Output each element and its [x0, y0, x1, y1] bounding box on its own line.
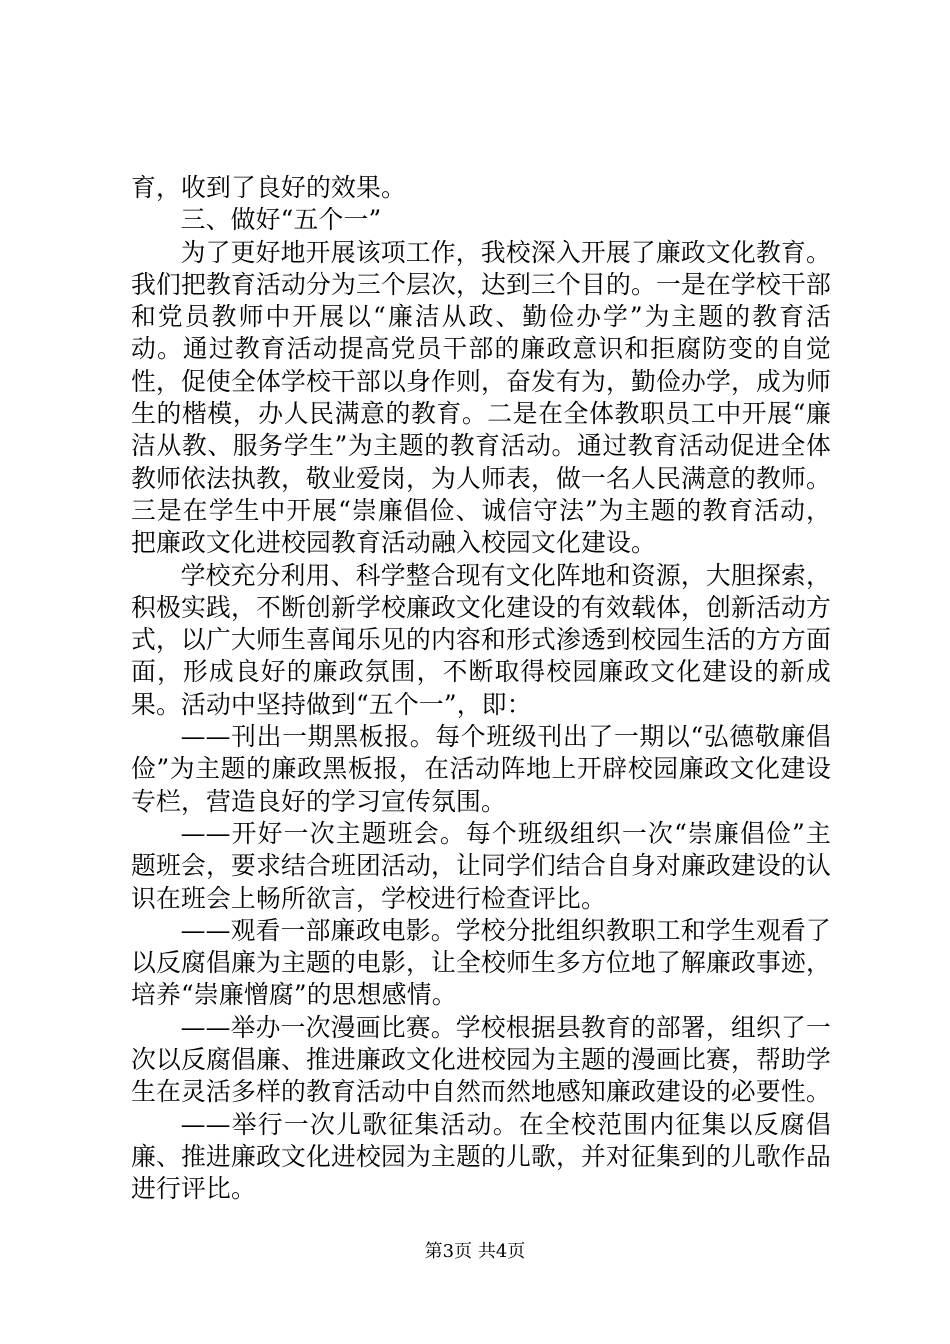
paragraph-continuation: 育，收到了良好的效果。: [131, 173, 406, 202]
document-body: [131, 172, 831, 1206]
list-item-movie: ——观看一部廉政电影。学校分批组织教职工和学生观看了以反腐倡廉为主题的电影，让全校师生多方位地了解廉政事迹，培养“崇廉憎腐”的思想感情。: [131, 915, 831, 1010]
paragraph-education-levels: 为了更好地开展该项工作，我校深入开展了廉政文化教育。我们把教育活动分为三个层次，达到三个目的。一是在学校干部和党员教师中开展以“廉洁从政、勤俭办学”为主题的教育活动。通过教育活动提高党员干部的廉政意识和拒腐防变的自觉性，促使全体学校干部以身作则，奋发有为，勤俭办学，成为师生的楷模，办人民满意的教育。二是在全体教职员工中开展“廉洁从教、服务学生”为主题的教育活动。通过教育活动促进全体教师依法执教，敬业爱岗，为人师表，做一名人民满意的教师。三是在学生中开展“崇廉倡俭、诚信守法”为主题的教育活动，把廉政文化进校园教育活动融入校园文化建设。: [131, 237, 831, 558]
page-footer: 第3页 共4页: [424, 1241, 526, 1262]
list-item-class-meeting: ——开好一次主题班会。每个班级组织一次“崇廉倡俭”主题班会，要求结合班团活动，让同学们结合自身对廉政建设的认识在班会上畅所欲言，学校进行检查评比。: [131, 818, 831, 913]
list-item-song-collection: ——举行一次儿歌征集活动。在全校范围内征集以反腐倡廉、推进廉政文化进校园为主题的儿歌，并对征集到的儿歌作品进行评比。: [131, 1109, 831, 1204]
section-heading: 三、做好“五个一”: [180, 205, 382, 235]
list-item-comic-contest: ——举办一次漫画比赛。学校根据县教育的部署，组织了一次以反腐倡廉、推进廉政文化进校园为主题的漫画比赛，帮助学生在灵活多样的教育活动中自然而然地感知廉政建设的必要性。: [131, 1012, 831, 1107]
paragraph-campus-culture: 学校充分利用、科学整合现有文化阵地和资源，大胆探索，积极实践，不断创新学校廉政文化建设的有效载体，创新活动方式，以广大师生喜闻乐见的内容和形式渗透到校园生活的方方面面，形成良好的廉政氛围，不断取得校园廉政文化建设的新成果。活动中坚持做到“五个一”，即：: [131, 560, 831, 719]
list-item-blackboard: ——刊出一期黑板报。每个班级刊出了一期以“弘德敬廉倡俭”为主题的廉政黑板报，在活动阵地上开辟校园廉政文化建设专栏，营造良好的学习宣传氛围。: [131, 722, 831, 816]
